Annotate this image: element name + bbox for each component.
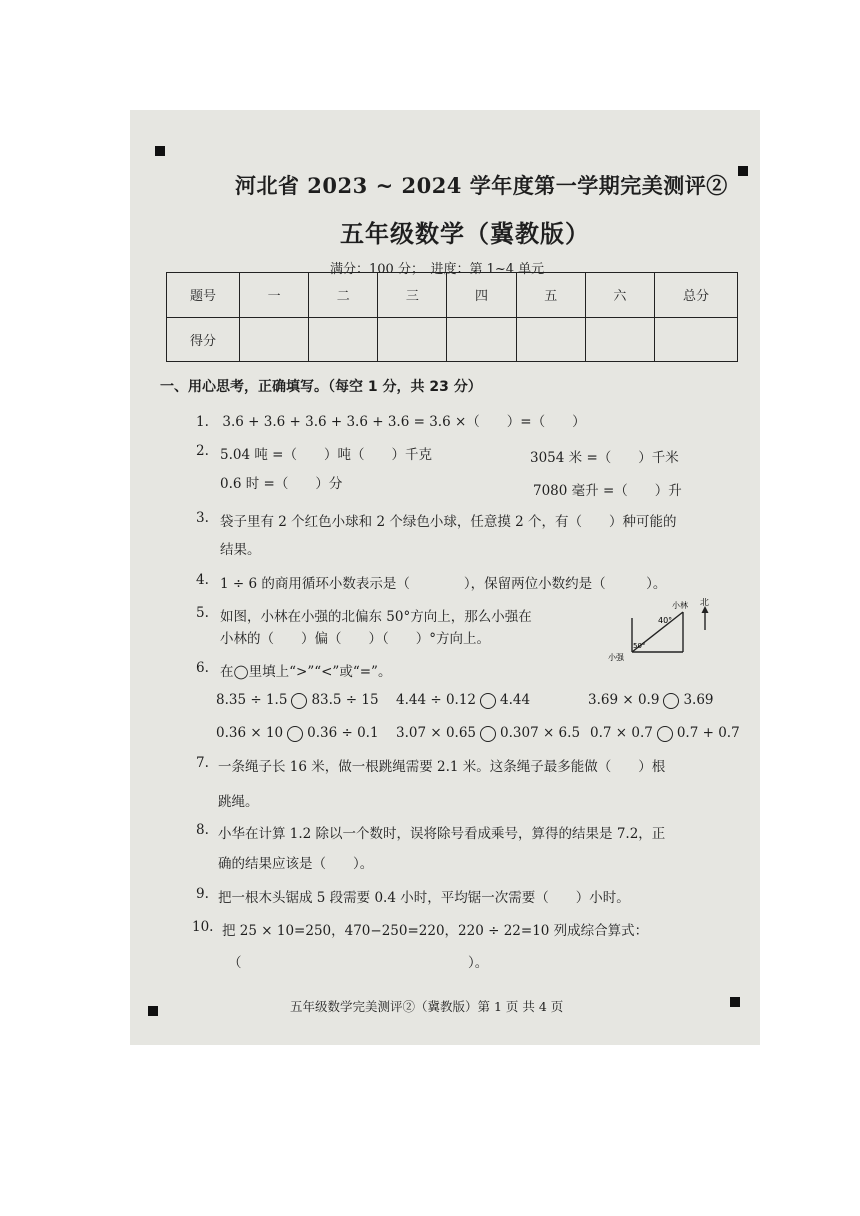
score-cell: 五 xyxy=(516,273,585,318)
question-8-line2: 确的结果应该是（ ）。 xyxy=(218,856,374,872)
compare-right: 0.307 × 6.5 xyxy=(500,725,581,741)
compare-right: 4.44 xyxy=(500,692,531,708)
compare-circle-input[interactable] xyxy=(657,726,673,742)
page-footer: 五年级数学完美测评②（冀教版）第 1 页 共 4 页 xyxy=(290,999,564,1014)
question-6-number: 6. xyxy=(196,660,209,676)
section-heading: 一、用心思考，正确填写。（每空 1 分，共 23 分） xyxy=(160,379,482,395)
compare-item xyxy=(216,725,379,742)
score-cell: 四 xyxy=(447,273,516,318)
compare-item xyxy=(396,692,530,709)
compare-right: 0.36 ÷ 0.1 xyxy=(307,725,379,741)
question-3-line1: 袋子里有 2 个红色小球和 2 个绿色小球，任意摸 2 个，有（ ）种可能的 xyxy=(220,514,677,530)
question-7-line1: 一条绳子长 16 米，做一根跳绳需要 2.1 米。这条绳子最多能做（ ）根 xyxy=(218,759,666,775)
question-10-answer-blank[interactable] xyxy=(242,951,464,969)
compare-circle-input[interactable] xyxy=(663,693,679,709)
compare-right: 0.7 + 0.7 xyxy=(676,725,740,741)
question-9-number: 9. xyxy=(196,886,209,902)
compare-right: 83.5 ÷ 15 xyxy=(311,692,379,708)
label-xiaolin: 小林 xyxy=(672,601,688,610)
exam-sheet xyxy=(130,110,760,1045)
score-table-header-row xyxy=(167,273,738,318)
question-5-number: 5. xyxy=(196,605,209,621)
question-10-answer-close: ）。 xyxy=(468,955,489,971)
direction-diagram xyxy=(600,598,720,668)
angle-40: 40° xyxy=(658,616,673,625)
question-4-number: 4. xyxy=(196,572,209,588)
question-2-c: 0.6 时 =（ ）分 xyxy=(220,476,343,492)
question-10-line1: 把 25 × 10=250，470−250=220，220 ÷ 22=10 列成综合算式： xyxy=(222,923,649,939)
compare-circle-input[interactable] xyxy=(480,726,496,742)
score-cell: 总分 xyxy=(655,273,738,318)
question-4: 1 ÷ 6 的商用循环小数表示是（ ），保留两位小数约是（ ）。 xyxy=(220,576,667,592)
score-entry-cell[interactable] xyxy=(378,317,447,362)
compare-circle-input[interactable] xyxy=(287,726,303,742)
score-cell: 二 xyxy=(309,273,378,318)
score-cell: 三 xyxy=(378,273,447,318)
compare-circle-input[interactable] xyxy=(480,693,496,709)
compare-item xyxy=(396,725,580,742)
north-label: 北 xyxy=(700,598,710,608)
score-entry-cell[interactable] xyxy=(516,317,585,362)
score-cell: 一 xyxy=(240,273,309,318)
question-10-answer-open: （ xyxy=(228,955,242,971)
question-10-number: 10. xyxy=(192,919,214,935)
compare-left: 3.69 × 0.9 xyxy=(588,692,660,708)
compare-left: 0.36 × 10 xyxy=(216,725,284,741)
compare-right: 3.69 xyxy=(683,692,714,708)
score-cell: 题号 xyxy=(167,273,240,318)
registration-mark-top-right xyxy=(738,166,748,176)
compare-left: 4.44 ÷ 0.12 xyxy=(396,692,477,708)
question-5-line1: 如图，小林在小强的北偏东 50°方向上，那么小强在 xyxy=(220,609,532,625)
question-3-number: 3. xyxy=(196,510,209,526)
question-5-line2: 小林的（ ）偏（ ）（ ）°方向上。 xyxy=(220,631,490,647)
question-1: 1. 3.6 + 3.6 + 3.6 + 3.6 + 3.6 = 3.6 ×（ ）=（ ） xyxy=(196,414,586,430)
registration-mark-bottom-left xyxy=(148,1006,158,1016)
question-2-number: 2. xyxy=(196,443,209,459)
compare-item xyxy=(216,692,379,709)
question-8-line1: 小华在计算 1.2 除以一个数时，误将除号看成乘号，算得的结果是 7.2，正 xyxy=(218,826,666,842)
score-entry-cell[interactable] xyxy=(585,317,654,362)
compare-circle-input[interactable] xyxy=(291,693,307,709)
question-9: 把一根木头锯成 5 段需要 0.4 小时，平均锯一次需要（ ）小时。 xyxy=(218,890,630,906)
registration-mark-top-left xyxy=(155,146,165,156)
score-table xyxy=(166,272,738,362)
score-entry-cell[interactable] xyxy=(447,317,516,362)
score-entry-cell[interactable] xyxy=(240,317,309,362)
compare-left: 3.07 × 0.65 xyxy=(396,725,477,741)
score-entry-cell[interactable] xyxy=(309,317,378,362)
exam-info: 满分：100 分； 进度：第 1~4 单元 xyxy=(330,262,545,277)
question-2-b: 3054 米 =（ ）千米 xyxy=(530,450,679,466)
exam-title: 河北省 2023 ~ 2024 学年度第一学期完美测评② xyxy=(235,173,728,198)
compare-item xyxy=(588,692,714,709)
compare-left: 0.7 × 0.7 xyxy=(590,725,653,741)
compare-item xyxy=(590,725,740,742)
score-table-score-row xyxy=(167,317,738,362)
question-7-line2: 跳绳。 xyxy=(218,794,259,810)
question-8-number: 8. xyxy=(196,822,209,838)
question-3-line2: 结果。 xyxy=(220,542,261,558)
question-2-a: 5.04 吨 =（ ）吨（ ）千克 xyxy=(220,447,432,463)
score-row-label: 得分 xyxy=(167,317,240,362)
registration-mark-bottom-right xyxy=(730,997,740,1007)
question-6: 在◯里填上“>”“<”或“=”。 xyxy=(220,664,392,680)
compare-left: 8.35 ÷ 1.5 xyxy=(216,692,288,708)
question-2-d: 7080 毫升 =（ ）升 xyxy=(533,483,682,499)
score-entry-cell[interactable] xyxy=(655,317,738,362)
question-7-number: 7. xyxy=(196,755,209,771)
score-cell: 六 xyxy=(585,273,654,318)
label-xiaoqiang: 小强 xyxy=(608,653,624,662)
angle-50: 50° xyxy=(633,642,646,650)
exam-subtitle: 五年级数学（冀教版） xyxy=(340,219,590,248)
